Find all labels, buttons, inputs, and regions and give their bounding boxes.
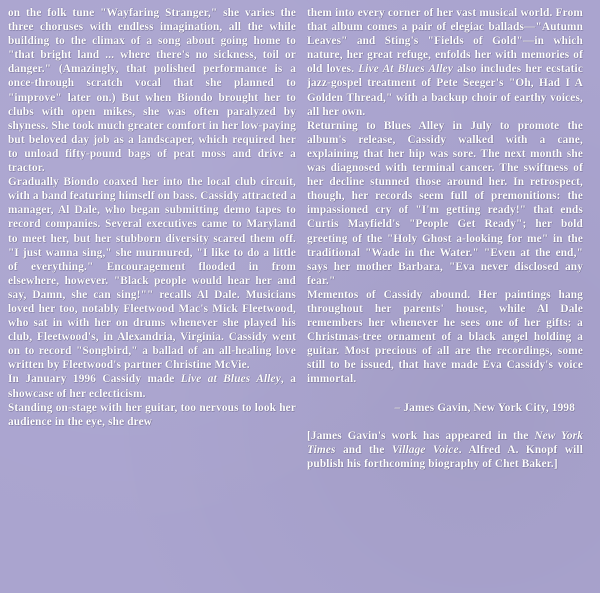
- author-note: [307, 429, 583, 471]
- paragraph-musical-world: [307, 6, 583, 119]
- paragraph-diagnosis: Returning to Blues Alley in July to promote the album's release, Cassidy walked with a cane, explaining that her hip was sore. The next month she was diagnosed with terminal cancer. The swiftness of her decline stunned those around her. In retrospect, though, her records seem full of premonitions: the impassioned cry of "I'm getting ready!" that ends Curtis Mayfield's "People Get Ready"; her bold greeting of the "Holy Ghost a-looking for me" in the traditional "Wade in the Water." "Even at the end," says her mother Barbara, "Eva never disclosed any fear.": [307, 119, 583, 287]
- text-run: and the: [335, 443, 392, 456]
- text-run: . Alfred A. Knopf will publish his forthcoming biography of Chet Baker.]: [307, 443, 583, 470]
- text-run: also includes her ecstatic jazz-gospel treatment of Pete Seeger's "Oh, Had I A Golden Thread," with a backup choir of earthy voices, all her own.: [307, 63, 583, 118]
- author-signature: – James Gavin, New York City, 1998: [394, 401, 575, 414]
- album-title: Live At Blues Alley: [358, 63, 453, 76]
- text-run: , a showcase of her eclecticism.: [8, 373, 296, 400]
- paragraph-club-circuit: Gradually Biondo coaxed her into the local club circuit, with a band featuring himself on bass. Cassidy attracted a manager, Al Dale, who began submitting demo tapes to record companies. Several executives came to Maryland to meet her, but her stubborn diversity scared them off. "I just wanna sing," she murmured, "I like to do a little of everything." Encouragement flooded in from elsewhere, however. "Black people would hear her and say, Damn, she can sing!"" recalls Al Dale. Musicians loved her too, notably Fleetwood Mac's Mick Fleetwood, who sat in with her on drums whenever she played his club, Fleetwood's, in Alexandria, Virginia. Cassidy went on to record "Songbird," a ballad of an all-healing love written by Fleetwood's partner Christine McVie.: [8, 176, 297, 372]
- text-run: them into every corner of her vast musical world. From that album comes a pair of elegiac ballads—"Autumn Leaves" and Sting's "Fields of Gold"—in which nature, her great refuge, enfolds her with memories of old loves.: [307, 7, 583, 76]
- paragraph-live-at-blues-alley: [8, 372, 296, 400]
- text-run: [James Gavin's work has appeared in the: [307, 429, 535, 442]
- album-title: Live at Blues Alley: [180, 373, 281, 386]
- text-run: In January 1996 Cassidy made: [8, 373, 181, 386]
- left-text-column: [8, 6, 296, 429]
- right-text-column: [307, 6, 583, 471]
- paragraph-mementos: Mementos of Cassidy abound. Her paintings hang throughout her parents' house, while Al Dale remembers her whenever he sees one of her gifts: a Christmas-tree ornament of a black angel holding a guitar. Most precious of all are the recordings, some still to be issued, that have made Eva Cassidy's voice immortal.: [307, 288, 583, 386]
- publication-title: Village Voice: [391, 443, 459, 456]
- paragraph-wayfaring-stranger: on the folk tune "Wayfaring Stranger," she varies the three choruses with endless imagination, all the while building to the climax of a song about going home to "that bright land ... where there's no sickness, toil or danger." (Amazingly, that polished performance is a once-through scratch vocal that she planned to "improve" later on.) But when Biondo brought her to clubs with open mikes, she was often paralyzed by shyness. She took much greater comfort in her low-paying but beloved day job as a landscaper, which required her to unload fifty-pound bags of peat moss and drive a tractor.: [8, 7, 296, 175]
- publication-title: New York Times: [307, 429, 583, 456]
- paragraph-standing-on-stage: Standing on-stage with her guitar, too nervous to look her audience in the eye, she drew: [8, 401, 296, 428]
